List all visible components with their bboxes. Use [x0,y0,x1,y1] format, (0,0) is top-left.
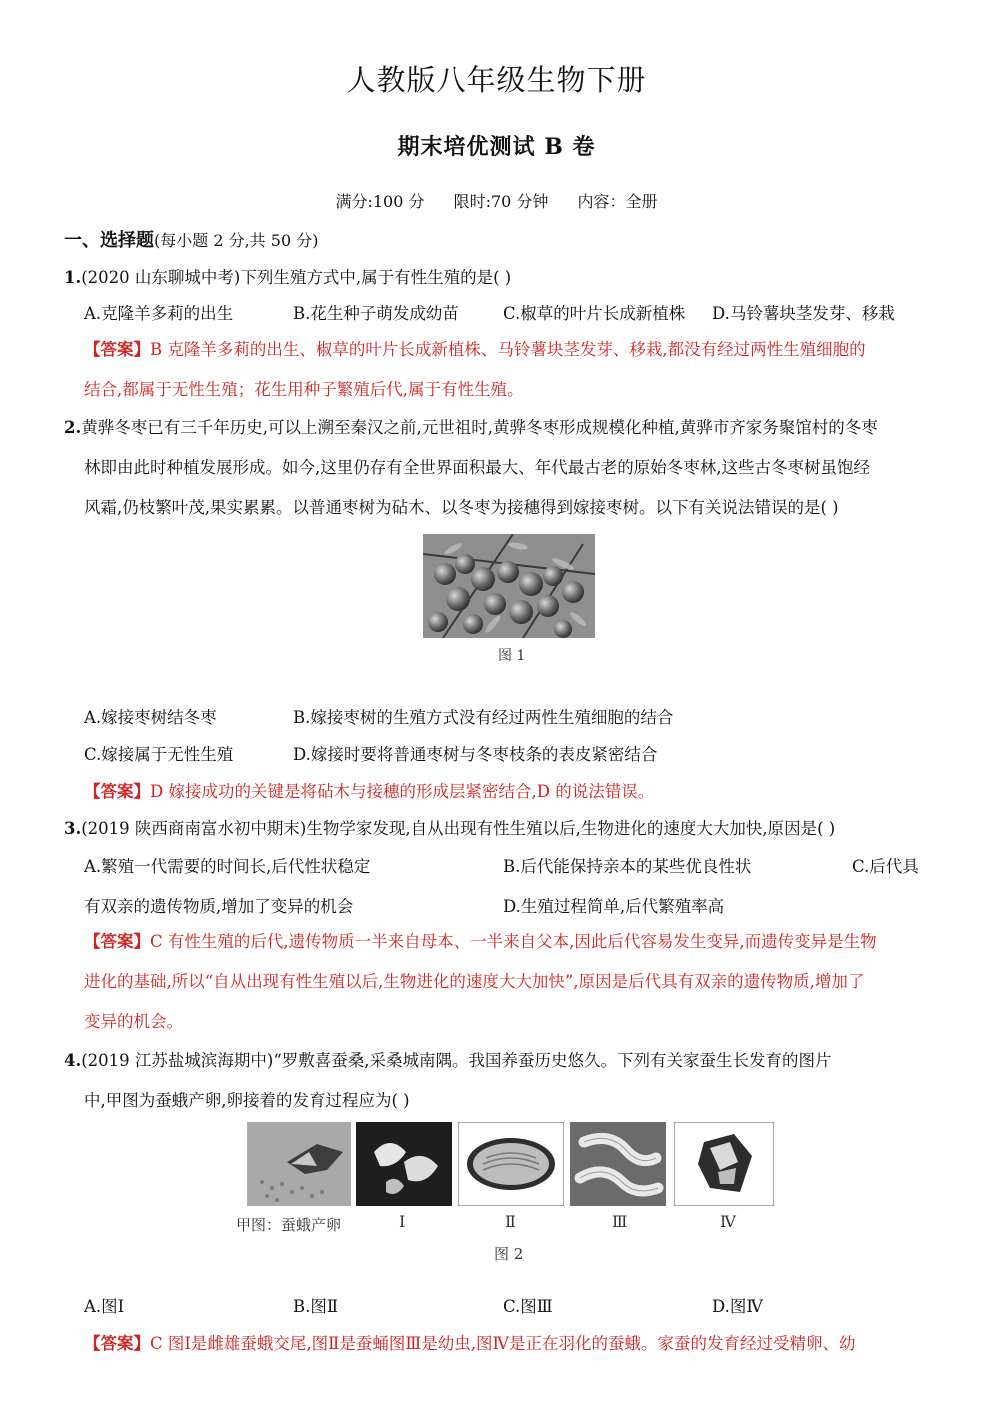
answer-text-cont: 结合,都属于无性生殖；花生用种子繁殖后代,属于有性生殖。 [84,380,524,399]
document-subtitle: 期末培优测试 B 卷 [397,134,596,160]
figure-2-label-i: Ⅰ [399,1212,406,1231]
full-score: 满分:100 分 [335,192,425,211]
question-text: (2020 山东聊城中考)下列生殖方式中,属于有性生殖的是( ) [81,268,512,287]
answer-tag: 【答案】 [84,340,150,359]
figure-2-label-iv: Ⅳ [720,1212,736,1231]
question-3-stem [64,809,934,849]
q4-answer [84,1324,934,1364]
q2-option-b: B.嫁接枣树的生殖方式没有经过两性生殖细胞的结合 [293,708,674,727]
q3-option-d: D.生殖过程简单,后代繁殖率高 [503,897,725,916]
question-number: 3. [64,819,82,838]
q2-option-d: D.嫁接时要将普通枣树与冬枣枝条的表皮紧密结合 [293,745,658,764]
exam-meta [0,189,993,212]
answer-text: C 图Ⅰ是雌雄蚕蛾交尾,图Ⅱ是蚕蛹图Ⅲ是幼虫,图Ⅳ是正在羽化的蚕蛾。家蚕的发育经过受精卵、幼 [150,1334,856,1353]
section-title: 一、选择题 [64,230,154,251]
answer-tag: 【答案】 [84,782,150,801]
answer-tag: 【答案】 [84,1334,150,1353]
q3-option-c: C.后代具 [852,857,919,876]
q4-option-b: B.图Ⅱ [293,1297,339,1316]
question-text: (2019 陕西商南富水初中期末)生物学家发现,自从出现有性生殖以后,生物进化的速度大大加快,原因是( ) [81,819,836,838]
jujube-tree-photo [423,534,595,638]
question-2-stem [64,408,934,528]
answer-text-cont: 进化的基础,所以“自从出现有性生殖以后,生物进化的速度大大加快”,原因是后代具有双亲的遗传物质,增加了 [84,972,865,991]
q3-option-c-cont: 有双亲的遗传物质,增加了变异的机会 [84,897,354,916]
q4-option-d: D.图Ⅳ [712,1297,763,1316]
q2-answer [84,772,934,812]
answer-text-cont: 变异的机会。 [84,1012,183,1031]
question-text: (2019 江苏盐城滨海期中)“罗敷喜蚕桑,采桑城南隅。我国养蚕历史悠久。下列有关家蚕生长发育的图片 [81,1051,832,1070]
q4-option-c: C.图Ⅲ [503,1297,553,1316]
figure-1-caption: 图 1 [498,648,526,664]
q2-option-c: C.嫁接属于无性生殖 [84,745,234,764]
q1-answer [84,330,934,410]
q3-option-b: B.后代能保持亲本的某些优良性状 [503,857,752,876]
question-number: 1. [64,268,82,287]
answer-text: B 克隆羊多莉的出生、椒草的叶片长成新植株、马铃薯块茎发芽、移栽,都没有经过两性生殖细胞的 [150,340,866,359]
q1-option-c: C.椒草的叶片长成新植株 [503,304,686,323]
question-text-cont: 林即由此时种植发展形成。如今,这里仍存有全世界面积最大、年代最古老的原始冬枣林,这些古冬枣树虽饱经 [84,458,870,477]
silkworm-pupa-photo [458,1122,564,1206]
answer-tag: 【答案】 [84,932,150,951]
q3-answer [84,922,934,1042]
document-title: 人教版八年级生物下册 [346,63,647,97]
question-4-stem [64,1041,934,1121]
question-1-stem [64,258,934,298]
silkworm-larvae-photo [570,1122,666,1206]
figure-2-label-ii: Ⅱ [505,1212,516,1231]
q3-option-a: A.繁殖一代需要的时间长,后代性状稳定 [84,857,371,876]
question-text-cont: 风霜,仍枝繁叶茂,果实累累。以普通枣树为砧木、以冬枣为接穗得到嫁接枣树。以下有关说法错误的是( ) [84,498,839,517]
silkmoth-mating-photo [356,1122,452,1206]
silkmoth-emerging-photo [674,1122,774,1206]
figure-2-label-mother: 甲图：蚕蛾产卵 [236,1216,342,1234]
q4-option-a: A.图Ⅰ [84,1297,125,1316]
section-note: (每小题 2 分,共 50 分) [154,231,319,250]
answer-text: C 有性生殖的后代,遗传物质一半来自母本、一半来自父本,因此后代容易发生变异,而遗传变异是生物 [150,932,877,951]
question-number: 2. [64,418,82,437]
figure-2-label-iii: Ⅲ [612,1212,628,1231]
content-scope: 内容：全册 [577,192,658,211]
q1-option-a: A.克隆羊多莉的出生 [84,304,234,323]
section-heading [64,226,318,252]
answer-text: D 嫁接成功的关键是将砧木与接穗的形成层紧密结合,D 的说法错误。 [150,782,655,801]
time-limit: 限时:70 分钟 [453,192,549,211]
question-text-cont: 中,甲图为蚕蛾产卵,卵接着的发育过程应为( ) [84,1091,410,1110]
question-number: 4. [64,1051,82,1070]
figure-2-caption: 图 2 [494,1245,524,1263]
q1-option-b: B.花生种子萌发成幼苗 [293,304,459,323]
q2-option-a: A.嫁接枣树结冬枣 [84,708,217,727]
q1-option-d: D.马铃薯块茎发芽、移栽 [712,304,895,323]
silkmoth-laying-eggs-photo [247,1122,351,1206]
question-text: 黄骅冬枣已有三千年历史,可以上溯至秦汉之前,元世祖时,黄骅冬枣形成规模化种植,黄骅市齐家务聚馆村的冬枣 [81,418,878,437]
